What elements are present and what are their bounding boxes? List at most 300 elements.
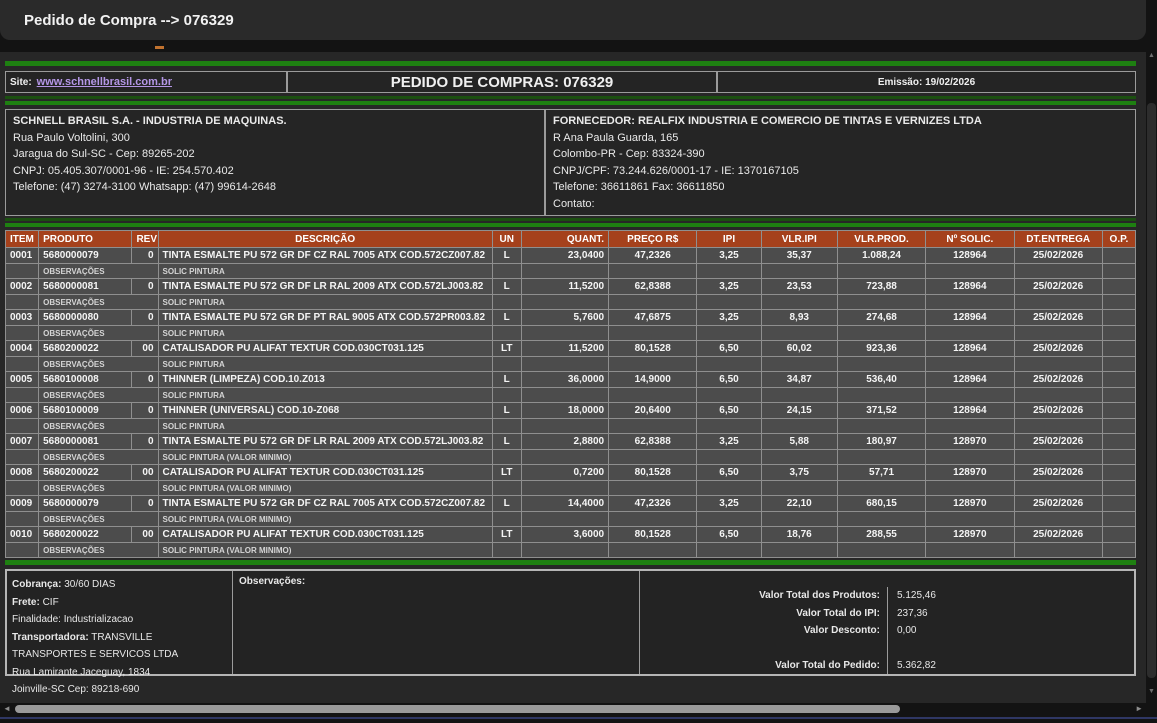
cell-op xyxy=(1102,403,1135,419)
cell-empty xyxy=(1102,512,1135,527)
cell-empty xyxy=(492,295,521,310)
window-titlebar[interactable] xyxy=(0,0,1146,40)
cell-empty xyxy=(761,295,837,310)
cell-quant: 11,5200 xyxy=(521,341,608,357)
cell-item: 0003 xyxy=(6,310,39,326)
cell-vlr_ipi: 23,53 xyxy=(761,279,837,295)
cell-solic: 128964 xyxy=(926,403,1014,419)
cell-empty xyxy=(761,357,837,372)
cell-op xyxy=(1102,434,1135,450)
cell-solic: 128970 xyxy=(926,465,1014,481)
cell-solic: 128964 xyxy=(926,279,1014,295)
cell-empty xyxy=(6,357,39,372)
cell-vlr_ipi: 22,10 xyxy=(761,496,837,512)
cell-empty xyxy=(6,419,39,434)
cell-op xyxy=(1102,248,1135,264)
cell-descricao: TINTA ESMALTE PU 572 GR DF CZ RAL 7005 ATX COD.572CZ007.82 xyxy=(158,248,492,264)
column-header: DESCRIÇÃO xyxy=(158,231,492,248)
observation-text: SOLIC PINTURA xyxy=(158,326,492,341)
cell-empty xyxy=(6,326,39,341)
cell-ipi: 3,25 xyxy=(697,279,761,295)
cell-produto: 5680200022 xyxy=(39,527,132,543)
cell-produto: 5680200022 xyxy=(39,465,132,481)
cell-empty xyxy=(521,481,608,496)
cell-empty xyxy=(837,512,925,527)
cell-empty xyxy=(837,388,925,403)
cell-item: 0007 xyxy=(6,434,39,450)
cell-empty xyxy=(492,512,521,527)
cell-empty xyxy=(609,450,697,465)
observation-label: OBSERVAÇÕES xyxy=(39,419,158,434)
cell-vlr_ipi: 5,88 xyxy=(761,434,837,450)
cell-preco: 20,6400 xyxy=(609,403,697,419)
bottom-blue-line xyxy=(0,717,1157,719)
cell-vlr_prod: 180,97 xyxy=(837,434,925,450)
cell-preco: 62,8388 xyxy=(609,279,697,295)
cell-empty xyxy=(837,326,925,341)
cell-empty xyxy=(697,419,761,434)
party-line: Colombo-PR - Cep: 83324-390 xyxy=(553,148,705,160)
observation-label: OBSERVAÇÕES xyxy=(39,481,158,496)
table-row xyxy=(6,434,1136,450)
cell-empty xyxy=(761,543,837,558)
cell-empty xyxy=(609,543,697,558)
cell-empty xyxy=(1014,450,1102,465)
cell-un: L xyxy=(492,372,521,388)
cell-solic: 128964 xyxy=(926,372,1014,388)
cell-produto: 5680000081 xyxy=(39,279,132,295)
cell-quant: 23,0400 xyxy=(521,248,608,264)
horizontal-scrollbar-thumb[interactable] xyxy=(15,705,900,713)
cell-descricao: CATALISADOR PU ALIFAT TEXTUR COD.030CT031.125 xyxy=(158,527,492,543)
cell-un: L xyxy=(492,403,521,419)
cell-rev: 0 xyxy=(132,310,158,326)
cell-rev: 00 xyxy=(132,527,158,543)
cell-empty xyxy=(609,388,697,403)
cell-item: 0006 xyxy=(6,403,39,419)
cell-empty xyxy=(837,357,925,372)
cell-empty xyxy=(761,419,837,434)
cell-descricao: CATALISADOR PU ALIFAT TEXTUR COD.030CT031.125 xyxy=(158,465,492,481)
cell-preco: 80,1528 xyxy=(609,527,697,543)
cell-item: 0010 xyxy=(6,527,39,543)
cell-empty xyxy=(521,543,608,558)
cell-descricao: THINNER (UNIVERSAL) COD.10-Z068 xyxy=(158,403,492,419)
cell-empty xyxy=(521,419,608,434)
cell-empty xyxy=(1102,357,1135,372)
cell-entrega: 25/02/2026 xyxy=(1014,279,1102,295)
cell-preco: 80,1528 xyxy=(609,341,697,357)
cell-empty xyxy=(6,481,39,496)
cell-un: LT xyxy=(492,527,521,543)
observations-label: Observações: xyxy=(239,576,306,587)
cell-empty xyxy=(1102,543,1135,558)
cell-empty xyxy=(697,481,761,496)
cell-empty xyxy=(521,450,608,465)
cell-vlr_prod: 536,40 xyxy=(837,372,925,388)
total-label: Valor Desconto: xyxy=(640,622,888,639)
cell-empty xyxy=(6,388,39,403)
cell-produto: 5680100008 xyxy=(39,372,132,388)
observation-row xyxy=(6,264,1136,279)
green-divider-line xyxy=(5,223,1136,227)
cell-empty xyxy=(609,419,697,434)
observation-label: OBSERVAÇÕES xyxy=(39,264,158,279)
cell-empty xyxy=(1014,295,1102,310)
cell-empty xyxy=(926,543,1014,558)
cell-produto: 5680200022 xyxy=(39,341,132,357)
cell-empty xyxy=(926,264,1014,279)
cell-descricao: TINTA ESMALTE PU 572 GR DF LR RAL 2009 ATX COD.572LJ003.82 xyxy=(158,279,492,295)
cell-empty xyxy=(492,326,521,341)
party-line: Rua Paulo Voltolini, 300 xyxy=(13,131,130,144)
observation-text: SOLIC PINTURA xyxy=(158,388,492,403)
cell-empty xyxy=(1014,543,1102,558)
cell-empty xyxy=(761,326,837,341)
column-header: QUANT. xyxy=(521,231,608,248)
table-row xyxy=(6,465,1136,481)
cell-preco: 62,8388 xyxy=(609,434,697,450)
cell-empty xyxy=(1014,264,1102,279)
cell-empty xyxy=(697,450,761,465)
cell-ipi: 6,50 xyxy=(697,527,761,543)
cell-entrega: 25/02/2026 xyxy=(1014,434,1102,450)
cell-empty xyxy=(492,419,521,434)
party-line: R Ana Paula Guarda, 165 xyxy=(553,131,679,144)
cell-vlr_prod: 1.088,24 xyxy=(837,248,925,264)
observation-row xyxy=(6,326,1136,341)
supplier-box xyxy=(545,109,1136,216)
table-row xyxy=(6,372,1136,388)
cell-entrega: 25/02/2026 xyxy=(1014,248,1102,264)
cell-empty xyxy=(521,295,608,310)
cell-empty xyxy=(6,512,39,527)
footer-line-label: Transportadora: xyxy=(12,631,89,643)
cell-solic: 128964 xyxy=(926,310,1014,326)
totals-divider xyxy=(640,639,888,656)
total-row xyxy=(640,622,1134,639)
footer-line: Rua Lamirante Jaceguay, 1834 xyxy=(12,666,151,678)
cell-ipi: 6,50 xyxy=(697,372,761,388)
table-row xyxy=(6,527,1136,543)
cell-empty xyxy=(492,450,521,465)
cell-empty xyxy=(6,450,39,465)
order-table xyxy=(5,230,1136,558)
cell-empty xyxy=(761,388,837,403)
scroll-up-icon[interactable]: ▲ xyxy=(1148,52,1155,59)
cell-vlr_ipi: 24,15 xyxy=(761,403,837,419)
cell-empty xyxy=(697,543,761,558)
cell-descricao: THINNER (LIMPEZA) COD.10.Z013 xyxy=(158,372,492,388)
cell-quant: 11,5200 xyxy=(521,279,608,295)
cell-empty xyxy=(609,357,697,372)
cell-un: LT xyxy=(492,465,521,481)
horizontal-scrollbar[interactable] xyxy=(0,703,1146,715)
cell-ipi: 6,50 xyxy=(697,341,761,357)
cell-rev: 0 xyxy=(132,372,158,388)
window-title: Pedido de Compra --> 076329 xyxy=(24,11,234,29)
cell-entrega: 25/02/2026 xyxy=(1014,496,1102,512)
cell-un: LT xyxy=(492,341,521,357)
table-row xyxy=(6,403,1136,419)
table-row xyxy=(6,279,1136,295)
cell-entrega: 25/02/2026 xyxy=(1014,341,1102,357)
observation-row xyxy=(6,419,1136,434)
cell-empty xyxy=(492,264,521,279)
site-cell xyxy=(5,71,287,93)
cell-item: 0008 xyxy=(6,465,39,481)
cell-empty xyxy=(926,388,1014,403)
column-header: REV xyxy=(132,231,158,248)
total-label: Valor Total do Pedido: xyxy=(640,657,888,674)
cell-produto: 5680000081 xyxy=(39,434,132,450)
cell-vlr_prod: 57,71 xyxy=(837,465,925,481)
cell-empty xyxy=(837,543,925,558)
observation-label: OBSERVAÇÕES xyxy=(39,326,158,341)
cell-empty xyxy=(697,388,761,403)
cell-rev: 0 xyxy=(132,279,158,295)
cell-un: L xyxy=(492,310,521,326)
observation-label: OBSERVAÇÕES xyxy=(39,295,158,310)
footer-line: Joinville-SC Cep: 89218-690 xyxy=(12,684,140,695)
footer-box xyxy=(5,569,1136,695)
cell-ipi: 6,50 xyxy=(697,403,761,419)
observation-row xyxy=(6,512,1136,527)
cell-empty xyxy=(837,419,925,434)
party-line: CNPJ/CPF: 73.244.626/0001-17 - IE: 1370167105 xyxy=(553,164,799,177)
observation-text: SOLIC PINTURA (VALOR MINIMO) xyxy=(158,481,492,496)
cell-descricao: TINTA ESMALTE PU 572 GR DF CZ RAL 7005 ATX COD.572CZ007.82 xyxy=(158,496,492,512)
cell-op xyxy=(1102,465,1135,481)
observation-text: SOLIC PINTURA xyxy=(158,419,492,434)
cell-empty xyxy=(521,357,608,372)
cell-un: L xyxy=(492,279,521,295)
orange-dash xyxy=(155,46,164,49)
cell-empty xyxy=(837,295,925,310)
cell-empty xyxy=(521,388,608,403)
cell-empty xyxy=(492,388,521,403)
cell-quant: 3,6000 xyxy=(521,527,608,543)
observation-text: SOLIC PINTURA xyxy=(158,264,492,279)
observation-row xyxy=(6,388,1136,403)
cell-vlr_prod: 274,68 xyxy=(837,310,925,326)
total-value: 5.362,82 xyxy=(897,659,936,671)
site-link[interactable]: www.schnellbrasil.com.br xyxy=(36,76,172,88)
cell-empty xyxy=(609,326,697,341)
scroll-left-icon[interactable]: ◄ xyxy=(3,704,11,713)
observation-label: OBSERVAÇÕES xyxy=(39,543,158,558)
table-row xyxy=(6,496,1136,512)
cell-empty xyxy=(521,264,608,279)
column-header: VLR.IPI xyxy=(761,231,837,248)
cell-ipi: 3,25 xyxy=(697,434,761,450)
cell-empty xyxy=(837,481,925,496)
cell-empty xyxy=(609,295,697,310)
column-header: O.P. xyxy=(1102,231,1135,248)
cell-quant: 14,4000 xyxy=(521,496,608,512)
cell-empty xyxy=(926,512,1014,527)
cell-quant: 18,0000 xyxy=(521,403,608,419)
cell-empty xyxy=(926,450,1014,465)
observation-row xyxy=(6,450,1136,465)
cell-produto: 5680000079 xyxy=(39,248,132,264)
cell-empty xyxy=(1014,388,1102,403)
cell-empty xyxy=(1102,388,1135,403)
table-header-row xyxy=(6,231,1136,248)
cell-preco: 47,2326 xyxy=(609,248,697,264)
cell-descricao: TINTA ESMALTE PU 572 GR DF PT RAL 9005 ATX COD.572PR003.82 xyxy=(158,310,492,326)
footer-line-label: Cobrança: xyxy=(12,579,62,590)
observation-row xyxy=(6,481,1136,496)
cell-empty xyxy=(761,481,837,496)
cell-empty xyxy=(1102,326,1135,341)
footer-line: Cobrança: 30/60 DIAS xyxy=(12,579,116,590)
cell-op xyxy=(1102,310,1135,326)
cell-item: 0004 xyxy=(6,341,39,357)
cell-solic: 128970 xyxy=(926,434,1014,450)
cell-un: L xyxy=(492,434,521,450)
cell-vlr_ipi: 34,87 xyxy=(761,372,837,388)
table-row xyxy=(6,248,1136,264)
cell-empty xyxy=(837,450,925,465)
payment-shipping-info xyxy=(7,571,233,695)
cell-vlr_ipi: 3,75 xyxy=(761,465,837,481)
column-header: ITEM xyxy=(6,231,39,248)
cell-op xyxy=(1102,527,1135,543)
cell-vlr_ipi: 35,37 xyxy=(761,248,837,264)
cell-empty xyxy=(6,295,39,310)
cell-empty xyxy=(761,512,837,527)
cell-descricao: CATALISADOR PU ALIFAT TEXTUR COD.030CT031.125 xyxy=(158,341,492,357)
column-header: VLR.PROD. xyxy=(837,231,925,248)
cell-empty xyxy=(492,481,521,496)
observations-box xyxy=(233,571,640,674)
total-label: Valor Total dos Produtos: xyxy=(640,587,888,604)
cell-entrega: 25/02/2026 xyxy=(1014,310,1102,326)
cell-op xyxy=(1102,341,1135,357)
scroll-down-icon[interactable]: ▼ xyxy=(1148,688,1155,695)
cell-produto: 5680000079 xyxy=(39,496,132,512)
observation-label: OBSERVAÇÕES xyxy=(39,388,158,403)
column-header: PRODUTO xyxy=(39,231,132,248)
party-line: Contato: xyxy=(553,197,595,210)
observation-text: SOLIC PINTURA (VALOR MINIMO) xyxy=(158,512,492,527)
cell-preco: 47,6875 xyxy=(609,310,697,326)
cell-item: 0005 xyxy=(6,372,39,388)
cell-rev: 0 xyxy=(132,434,158,450)
cell-rev: 0 xyxy=(132,403,158,419)
cell-empty xyxy=(521,326,608,341)
cell-empty xyxy=(1102,481,1135,496)
cell-op xyxy=(1102,279,1135,295)
emission-date: Emissão: 19/02/2026 xyxy=(717,71,1136,93)
cell-empty xyxy=(1014,512,1102,527)
cell-quant: 0,7200 xyxy=(521,465,608,481)
cell-vlr_ipi: 60,02 xyxy=(761,341,837,357)
cell-empty xyxy=(6,543,39,558)
cell-entrega: 25/02/2026 xyxy=(1014,527,1102,543)
cell-empty xyxy=(697,264,761,279)
cell-empty xyxy=(761,450,837,465)
cell-entrega: 25/02/2026 xyxy=(1014,465,1102,481)
cell-vlr_prod: 923,36 xyxy=(837,341,925,357)
site-label: Site: xyxy=(10,76,32,88)
cell-empty xyxy=(6,264,39,279)
column-header: IPI xyxy=(697,231,761,248)
observation-label: OBSERVAÇÕES xyxy=(39,450,158,465)
column-header: UN xyxy=(492,231,521,248)
cell-empty xyxy=(1014,326,1102,341)
footer-line: Finalidade: Industrializacao xyxy=(12,614,134,625)
table-row xyxy=(6,341,1136,357)
document-title: PEDIDO DE COMPRAS: 076329 xyxy=(287,71,717,93)
total-row xyxy=(640,604,1134,621)
scroll-right-icon[interactable]: ► xyxy=(1135,704,1143,713)
cell-empty xyxy=(1102,264,1135,279)
green-divider-bar xyxy=(5,560,1136,565)
total-label: Valor Total do IPI: xyxy=(640,604,888,621)
cell-entrega: 25/02/2026 xyxy=(1014,372,1102,388)
cell-ipi: 6,50 xyxy=(697,465,761,481)
cell-produto: 5680000080 xyxy=(39,310,132,326)
cell-ipi: 3,25 xyxy=(697,496,761,512)
cell-quant: 5,7600 xyxy=(521,310,608,326)
totals-box xyxy=(640,571,1134,674)
document-area xyxy=(0,52,1146,703)
cell-solic: 128964 xyxy=(926,341,1014,357)
cell-empty xyxy=(609,512,697,527)
cell-op xyxy=(1102,372,1135,388)
cell-un: L xyxy=(492,496,521,512)
totals-list xyxy=(640,571,1134,674)
vertical-scrollbar-thumb[interactable] xyxy=(1147,103,1156,678)
observation-text: SOLIC PINTURA xyxy=(158,295,492,310)
cell-empty xyxy=(697,295,761,310)
column-header: DT.ENTREGA xyxy=(1014,231,1102,248)
column-header: PREÇO R$ xyxy=(609,231,697,248)
cell-empty xyxy=(521,512,608,527)
cell-vlr_prod: 371,52 xyxy=(837,403,925,419)
vertical-scrollbar[interactable] xyxy=(1146,48,1157,708)
cell-quant: 2,8800 xyxy=(521,434,608,450)
cell-op xyxy=(1102,496,1135,512)
cell-empty xyxy=(1014,357,1102,372)
cell-empty xyxy=(697,512,761,527)
cell-vlr_prod: 288,55 xyxy=(837,527,925,543)
cell-empty xyxy=(1102,450,1135,465)
cell-vlr_prod: 723,88 xyxy=(837,279,925,295)
cell-item: 0002 xyxy=(6,279,39,295)
column-header: Nº SOLIC. xyxy=(926,231,1014,248)
observation-label: OBSERVAÇÕES xyxy=(39,512,158,527)
cell-rev: 0 xyxy=(132,496,158,512)
cell-solic: 128970 xyxy=(926,496,1014,512)
footer-line: Frete: CIF xyxy=(12,596,59,608)
cell-un: L xyxy=(492,248,521,264)
table-row xyxy=(6,310,1136,326)
footer-line: Transportadora: TRANSVILLE TRANSPORTES E SERVICOS LTDA xyxy=(12,631,179,660)
party-line: Telefone: (47) 3274-3100 Whatsapp: (47) 99614-2648 xyxy=(13,181,276,193)
cell-ipi: 3,25 xyxy=(697,310,761,326)
cell-empty xyxy=(609,264,697,279)
cell-rev: 0 xyxy=(132,248,158,264)
cell-solic: 128970 xyxy=(926,527,1014,543)
observation-row xyxy=(6,543,1136,558)
totals-spacer xyxy=(640,639,1134,656)
total-value: 237,36 xyxy=(897,607,928,619)
cell-ipi: 3,25 xyxy=(697,248,761,264)
footer-line-label: Frete: xyxy=(12,596,40,608)
